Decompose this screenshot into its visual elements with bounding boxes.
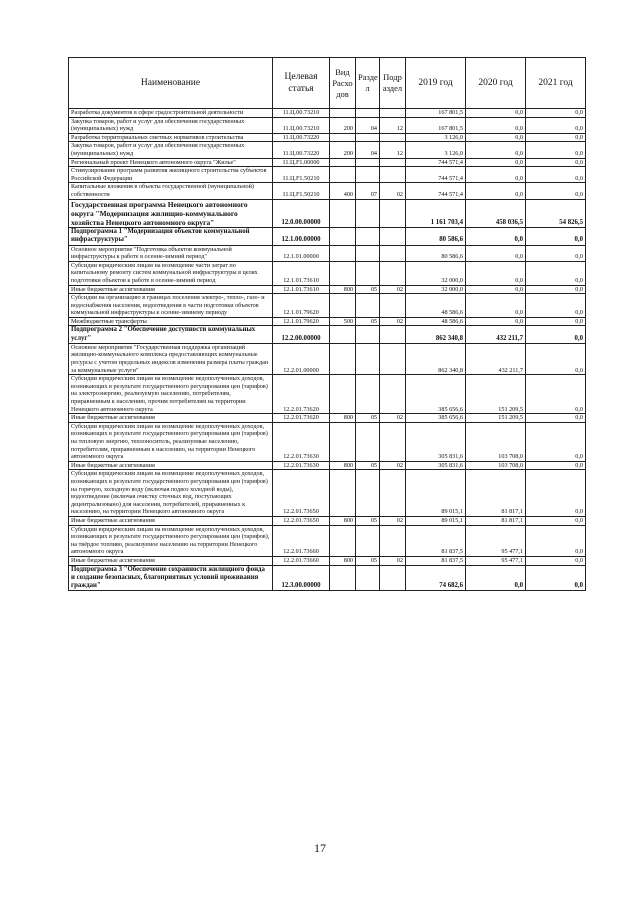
row-value-2019: 1 161 703,4 [406, 199, 466, 228]
row-value-2020: 0,0 [466, 317, 526, 326]
row-target-article: 12.1.01.79620 [273, 294, 330, 318]
table-row [69, 422, 586, 461]
row-value-2019: 3 126,0 [406, 142, 466, 158]
row-value-2019: 3 126,0 [406, 133, 466, 142]
row-section [356, 133, 380, 142]
row-value-2019: 48 586,6 [406, 294, 466, 318]
row-value-2019: 32 000,0 [406, 261, 466, 285]
table-row [69, 285, 586, 294]
row-name: Иные бюджетные ассигнования [69, 461, 273, 470]
row-section [356, 470, 380, 517]
row-value-2021: 0,0 [526, 414, 586, 423]
header-section: Разде л [356, 58, 380, 109]
table-row [69, 556, 586, 565]
row-section: 05 [356, 556, 380, 565]
row-expense-type [330, 326, 356, 343]
row-value-2020: 81 817,1 [466, 470, 526, 517]
row-section [356, 422, 380, 461]
row-value-2020: 103 708,0 [466, 422, 526, 461]
row-expense-type [330, 470, 356, 517]
row-section [356, 343, 380, 374]
row-subsection [380, 133, 406, 142]
row-value-2019: 81 837,5 [406, 556, 466, 565]
row-name: Капитальные вложения в объекты государственной (муниципальной) собственности [69, 183, 273, 199]
row-value-2020: 81 817,1 [466, 516, 526, 525]
row-section [356, 245, 380, 261]
row-value-2021: 0,0 [526, 183, 586, 199]
row-value-2020: 432 211,7 [466, 343, 526, 374]
row-value-2019: 305 831,6 [406, 422, 466, 461]
row-value-2020: 0,0 [466, 565, 526, 591]
row-subsection: 02 [380, 183, 406, 199]
row-target-article: 12.2.01.73620 [273, 414, 330, 423]
row-section: 05 [356, 414, 380, 423]
row-value-2020: 0,0 [466, 109, 526, 118]
row-value-2021: 0,0 [526, 470, 586, 517]
row-target-article: 12.2.01.73660 [273, 556, 330, 565]
row-expense-type [330, 158, 356, 167]
row-value-2019: 862 340,8 [406, 343, 466, 374]
table-row [69, 167, 586, 183]
row-name: Основное мероприятие "Подготовка объектов коммунальной инфраструктуры к работе в осенне-зимний период" [69, 245, 273, 261]
row-subsection: 02 [380, 556, 406, 565]
row-value-2020: 0,0 [466, 142, 526, 158]
table-row [69, 461, 586, 470]
row-target-article: 12.2.01.73630 [273, 422, 330, 461]
row-subsection: 12 [380, 117, 406, 133]
row-name: Субсидии юридическим лицам на возмещение части затрат по капитальному ремонту систем коммунальной инфраструктуры в целях подготовки объектов к работе в осенне-зимний период [69, 261, 273, 285]
row-value-2019: 385 656,6 [406, 375, 466, 414]
row-name: Государственная программа Ненецкого автономного округа "Модернизация жилищно-коммунального хозяйства Ненецкого автономного округа" [69, 199, 273, 228]
row-target-article: 12.2.01.73650 [273, 470, 330, 517]
row-section: 05 [356, 317, 380, 326]
row-section [356, 375, 380, 414]
row-subsection: 02 [380, 516, 406, 525]
row-subsection [380, 422, 406, 461]
table-row [69, 294, 586, 318]
row-expense-type: 800 [330, 516, 356, 525]
row-subsection [380, 375, 406, 414]
row-section [356, 326, 380, 343]
row-subsection [380, 245, 406, 261]
table-row [69, 183, 586, 199]
table-row [69, 158, 586, 167]
row-subsection [380, 109, 406, 118]
table-row [69, 375, 586, 414]
row-value-2021: 0,0 [526, 326, 586, 343]
row-value-2021: 0,0 [526, 245, 586, 261]
row-value-2019: 48 586,6 [406, 317, 466, 326]
row-target-article: 11.Ц.00.73220 [273, 133, 330, 142]
row-name: Субсидии юридическим лицам на возмещение недополученных доходов, возникающих в результате государственного регулирования цен (тарифов), на твёрдое топливо, реализуемое населению на территории Ненецкого автономного округа [69, 525, 273, 556]
table-row [69, 261, 586, 285]
row-value-2021: 0,0 [526, 565, 586, 591]
header-year-2021: 2021 год [526, 58, 586, 109]
budget-table-container [68, 57, 585, 591]
table-row [69, 317, 586, 326]
row-name: Иные бюджетные ассигнования [69, 285, 273, 294]
row-target-article: 11.Ц.F1.50210 [273, 167, 330, 183]
row-subsection: 02 [380, 414, 406, 423]
row-target-article: 12.1.01.73610 [273, 285, 330, 294]
row-value-2019: 32 000,0 [406, 285, 466, 294]
row-section: 04 [356, 117, 380, 133]
row-value-2021: 54 826,5 [526, 199, 586, 228]
row-expense-type [330, 199, 356, 228]
row-value-2021: 0,0 [526, 109, 586, 118]
row-subsection: 12 [380, 142, 406, 158]
row-expense-type: 800 [330, 285, 356, 294]
row-subsection [380, 525, 406, 556]
row-value-2019: 81 837,5 [406, 525, 466, 556]
row-section: 05 [356, 516, 380, 525]
row-name: Региональный проект Ненецкого автономного округа "Жилье" [69, 158, 273, 167]
row-section: 05 [356, 285, 380, 294]
row-subsection: 02 [380, 461, 406, 470]
row-expense-type [330, 133, 356, 142]
row-value-2020: 95 477,1 [466, 556, 526, 565]
row-target-article: 11.Ц.F1.00000 [273, 158, 330, 167]
row-expense-type [330, 525, 356, 556]
table-row [69, 199, 586, 228]
row-expense-type: 200 [330, 142, 356, 158]
row-value-2020: 151 209,5 [466, 414, 526, 423]
table-row [69, 326, 586, 343]
row-expense-type [330, 245, 356, 261]
row-name: Разработка территориальных сметных нормативов строительства [69, 133, 273, 142]
row-name: Основное мероприятие "Государственная поддержка организаций жилищно-коммунального комплекса предоставляющих коммунальные ресурсы с учетом предельных индексов изменения размера платы граждан за коммунальные услуги" [69, 343, 273, 374]
row-value-2021: 0,0 [526, 343, 586, 374]
row-section [356, 228, 380, 245]
row-name: Иные бюджетные ассигнования [69, 414, 273, 423]
row-value-2019: 744 571,4 [406, 167, 466, 183]
row-name: Закупка товаров, работ и услуг для обеспечения государственных (муниципальных) нужд [69, 117, 273, 133]
row-value-2020: 0,0 [466, 167, 526, 183]
row-value-2019: 305 831,6 [406, 461, 466, 470]
row-section: 05 [356, 461, 380, 470]
row-value-2019: 167 801,5 [406, 109, 466, 118]
table-header-row [69, 58, 586, 109]
row-section [356, 261, 380, 285]
row-name: Иные бюджетные ассигнования [69, 556, 273, 565]
row-value-2021: 0,0 [526, 117, 586, 133]
table-row [69, 414, 586, 423]
row-value-2020: 0,0 [466, 158, 526, 167]
row-subsection [380, 167, 406, 183]
row-section: 04 [356, 142, 380, 158]
row-value-2020: 0,0 [466, 261, 526, 285]
row-value-2021: 0,0 [526, 142, 586, 158]
row-target-article: 11.Ц.F1.50210 [273, 183, 330, 199]
row-value-2019: 862 340,8 [406, 326, 466, 343]
row-target-article: 12.1.01.00000 [273, 245, 330, 261]
row-subsection [380, 228, 406, 245]
row-value-2019: 385 656,6 [406, 414, 466, 423]
row-value-2020: 0,0 [466, 133, 526, 142]
table-row [69, 343, 586, 374]
header-target-article: Целевая статья [273, 58, 330, 109]
table-row [69, 245, 586, 261]
row-target-article: 11.Ц.00.73210 [273, 109, 330, 118]
row-value-2019: 80 586,6 [406, 228, 466, 245]
row-value-2021: 0,0 [526, 285, 586, 294]
row-name: Субсидии юридическим лицам на возмещение недополученных доходов, возникающих в результате государственного регулирования цен (тарифов) на горячую, холодную воду (включая подвоз холодной воды), водоотведение (включая очистку сточных вод, поступающих децентрализовано) для населения, потребителей, приравненных к населению, на территории Ненецкого автономного округа [69, 470, 273, 517]
row-value-2020: 0,0 [466, 228, 526, 245]
row-value-2020: 0,0 [466, 117, 526, 133]
table-row [69, 470, 586, 517]
row-expense-type [330, 294, 356, 318]
row-section [356, 294, 380, 318]
row-value-2021: 0,0 [526, 228, 586, 245]
row-value-2020: 0,0 [466, 245, 526, 261]
table-row [69, 133, 586, 142]
row-value-2021: 0,0 [526, 461, 586, 470]
row-name: Разработка документов в сфере градостроительной деятельности [69, 109, 273, 118]
table-row [69, 228, 586, 245]
row-expense-type [330, 109, 356, 118]
row-value-2021: 0,0 [526, 317, 586, 326]
table-row [69, 117, 586, 133]
row-subsection [380, 199, 406, 228]
row-section [356, 565, 380, 591]
row-expense-type [330, 422, 356, 461]
row-expense-type: 800 [330, 461, 356, 470]
row-target-article: 12.2.01.73650 [273, 516, 330, 525]
row-section [356, 109, 380, 118]
row-value-2019: 80 586,6 [406, 245, 466, 261]
row-target-article: 11.Ц.00.73210 [273, 117, 330, 133]
row-value-2020: 95 477,1 [466, 525, 526, 556]
row-subsection [380, 470, 406, 517]
row-expense-type [330, 375, 356, 414]
row-value-2021: 0,0 [526, 525, 586, 556]
row-expense-type: 200 [330, 117, 356, 133]
row-subsection [380, 294, 406, 318]
row-name: Подпрограмма 3 "Обеспечение сохранности жилищного фонда и создание безопасных, благоприятных условий проживания граждан" [69, 565, 273, 591]
row-expense-type: 800 [330, 414, 356, 423]
page-number: 17 [314, 841, 326, 855]
row-name: Субсидии юридическим лицам на возмещение недополученных доходов, возникающих в результате государственного регулирования цен (тарифов) на тепловую энергию, теплоноситель, реализуемые населению, потребителям, приравненным к населению, на территории Ненецкого автономного округа [69, 422, 273, 461]
row-value-2019: 167 801,5 [406, 117, 466, 133]
row-name: Стимулирование программ развития жилищного строительства субъектов Российской Федерации [69, 167, 273, 183]
row-expense-type: 800 [330, 556, 356, 565]
row-value-2021: 0,0 [526, 556, 586, 565]
row-name: Иные бюджетные ассигнования [69, 516, 273, 525]
header-subsection: Подр аздел [380, 58, 406, 109]
row-value-2021: 0,0 [526, 516, 586, 525]
row-value-2021: 0,0 [526, 133, 586, 142]
row-value-2019: 89 015,1 [406, 516, 466, 525]
row-value-2019: 744 571,4 [406, 183, 466, 199]
row-value-2020: 0,0 [466, 183, 526, 199]
row-subsection [380, 326, 406, 343]
row-value-2021: 0,0 [526, 375, 586, 414]
row-name: Подпрограмма 2 "Обеспечение доступности коммунальных услуг" [69, 326, 273, 343]
row-target-article: 12.3.00.00000 [273, 565, 330, 591]
table-row [69, 525, 586, 556]
row-expense-type [330, 343, 356, 374]
row-section [356, 525, 380, 556]
row-section [356, 158, 380, 167]
row-value-2021: 0,0 [526, 167, 586, 183]
row-target-article: 12.2.01.73660 [273, 525, 330, 556]
row-subsection [380, 261, 406, 285]
row-expense-type: 500 [330, 317, 356, 326]
row-name: Субсидии на организацию в границах поселения электро-, тепло-, газо- и водоснабжения населения, водоотведения в части подготовки объектов коммунальной инфраструктуры к осенне-зимнему периоду [69, 294, 273, 318]
row-expense-type [330, 565, 356, 591]
row-subsection [380, 158, 406, 167]
row-value-2020: 432 211,7 [466, 326, 526, 343]
row-value-2021: 0,0 [526, 158, 586, 167]
row-value-2019: 744 571,4 [406, 158, 466, 167]
row-section [356, 199, 380, 228]
row-target-article: 12.1.01.79620 [273, 317, 330, 326]
row-target-article: 12.1.01.73610 [273, 261, 330, 285]
budget-table [68, 57, 586, 591]
row-subsection [380, 343, 406, 374]
header-year-2020: 2020 год [466, 58, 526, 109]
row-name: Субсидии юридическим лицам на возмещение недополученных доходов, возникающих в результате государственного регулирования цен (тарифов) на электроэнергию, реализуемую населению, потребителям, приравненным к населению, прочим потребителям на территории Ненецкого автономного округа [69, 375, 273, 414]
row-value-2020: 458 036,5 [466, 199, 526, 228]
table-row [69, 142, 586, 158]
row-expense-type: 400 [330, 183, 356, 199]
row-value-2019: 74 682,6 [406, 565, 466, 591]
row-subsection [380, 565, 406, 591]
row-value-2021: 0,0 [526, 261, 586, 285]
row-value-2020: 0,0 [466, 285, 526, 294]
header-expense-type: Вид Расхо дов [330, 58, 356, 109]
row-name: Закупка товаров, работ и услуг для обеспечения государственных (муниципальных) нужд [69, 142, 273, 158]
row-expense-type [330, 261, 356, 285]
row-expense-type [330, 228, 356, 245]
row-subsection: 02 [380, 317, 406, 326]
row-value-2021: 0,0 [526, 422, 586, 461]
row-value-2019: 89 015,1 [406, 470, 466, 517]
table-row [69, 516, 586, 525]
table-row [69, 109, 586, 118]
row-target-article: 11.Ц.00.73220 [273, 142, 330, 158]
row-target-article: 12.2.01.73630 [273, 461, 330, 470]
row-target-article: 12.0.00.00000 [273, 199, 330, 228]
row-name: Подпрограмма 1 "Модернизация объектов коммунальной инфраструктуры" [69, 228, 273, 245]
row-name: Межбюджетные трансферты [69, 317, 273, 326]
row-value-2020: 0,0 [466, 294, 526, 318]
row-target-article: 12.2.01.00000 [273, 343, 330, 374]
header-year-2019: 2019 год [406, 58, 466, 109]
row-target-article: 12.2.00.00000 [273, 326, 330, 343]
row-value-2020: 103 708,0 [466, 461, 526, 470]
row-subsection: 02 [380, 285, 406, 294]
row-section: 07 [356, 183, 380, 199]
header-name: Наименование [69, 58, 273, 109]
row-value-2020: 151 209,5 [466, 375, 526, 414]
row-value-2021: 0,0 [526, 294, 586, 318]
row-expense-type [330, 167, 356, 183]
row-target-article: 12.1.00.00000 [273, 228, 330, 245]
table-body [69, 109, 586, 591]
table-row [69, 565, 586, 591]
row-target-article: 12.2.01.73620 [273, 375, 330, 414]
row-section [356, 167, 380, 183]
